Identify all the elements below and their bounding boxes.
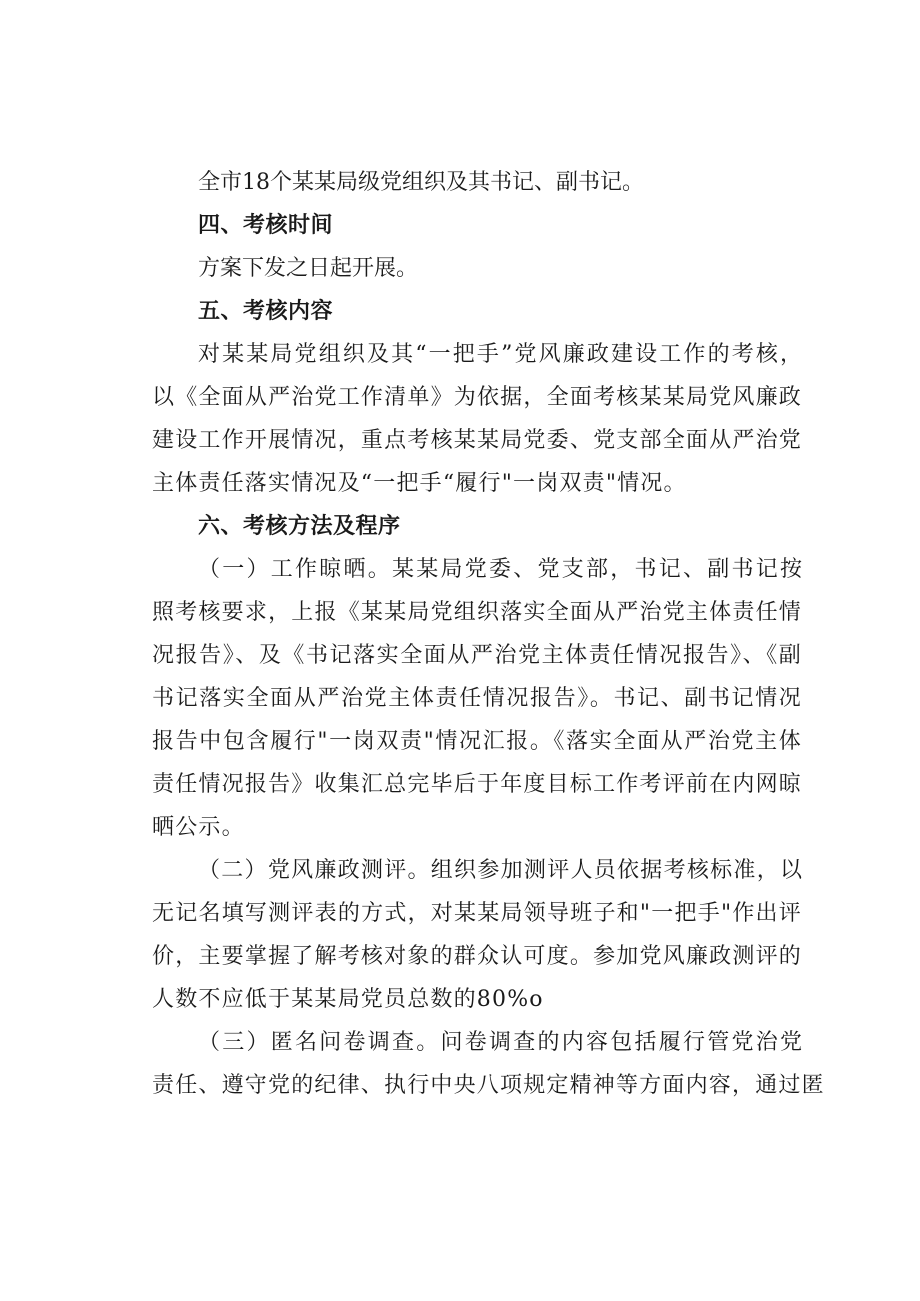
paragraph-line: 况报告》、及《书记落实全面从严治党主体责任情况报告》、《副: [152, 643, 802, 668]
paragraph-line: 责任、遵守党的纪律、执行中央八项规定精神等方面内容，通过匿: [152, 1073, 825, 1098]
section-heading-assessment-content: 五、考核内容: [198, 299, 334, 324]
section-heading-assessment-time: 四、考核时间: [198, 213, 334, 238]
assessment-time-text: 方案下发之日起开展。: [198, 256, 419, 281]
scope-text: 全市18个某某局级党组织及其书记、副书记。: [198, 170, 644, 195]
paragraph-line: 晒公示。: [152, 815, 245, 840]
paragraph-line: 无记名填写测评表的方式，对某某局领导班子和"一把手"作出评: [152, 901, 802, 926]
section-heading-assessment-method: 六、考核方法及程序: [198, 514, 401, 539]
paragraph-line: 对某某局党组织及其“一把手”党风廉政建设工作的考核，: [198, 342, 802, 367]
paragraph-line: 价，主要掌握了解考核对象的群众认可度。参加党风廉政测评的: [152, 944, 802, 969]
paragraph-line: （一）工作晾晒。某某局党委、党支部，书记、副书记按: [198, 557, 802, 582]
paragraph-line: （三）匿名问卷调查。问卷调查的内容包括履行管党治党: [198, 1030, 802, 1055]
paragraph-line: 建设工作开展情况，重点考核某某局党委、党支部全面从严治党: [152, 428, 802, 453]
paragraph-line: （二）党风廉政测评。组织参加测评人员依据考核标准，以: [198, 858, 802, 883]
paragraph-line: 主体责任落实情况及“一把手“履行"一岗双责"情况。: [152, 471, 687, 496]
paragraph-line: 书记落实全面从严治党主体责任情况报告》。书记、副书记情况: [152, 686, 802, 711]
paragraph-line: 报告中包含履行"一岗双责"情况汇报。《落实全面从严治党主体: [152, 729, 802, 754]
paragraph-line: 责任情况报告》收集汇总完毕后于年度目标工作考评前在内网晾: [152, 772, 802, 797]
paragraph-line: 以《全面从严治党工作清单》为依据，全面考核某某局党风廉政: [152, 385, 802, 410]
paragraph-line: 照考核要求，上报《某某局党组织落实全面从严治党主体责任情: [152, 600, 802, 625]
paragraph-line: 人数不应低于某某局党员总数的80%o: [152, 987, 544, 1012]
